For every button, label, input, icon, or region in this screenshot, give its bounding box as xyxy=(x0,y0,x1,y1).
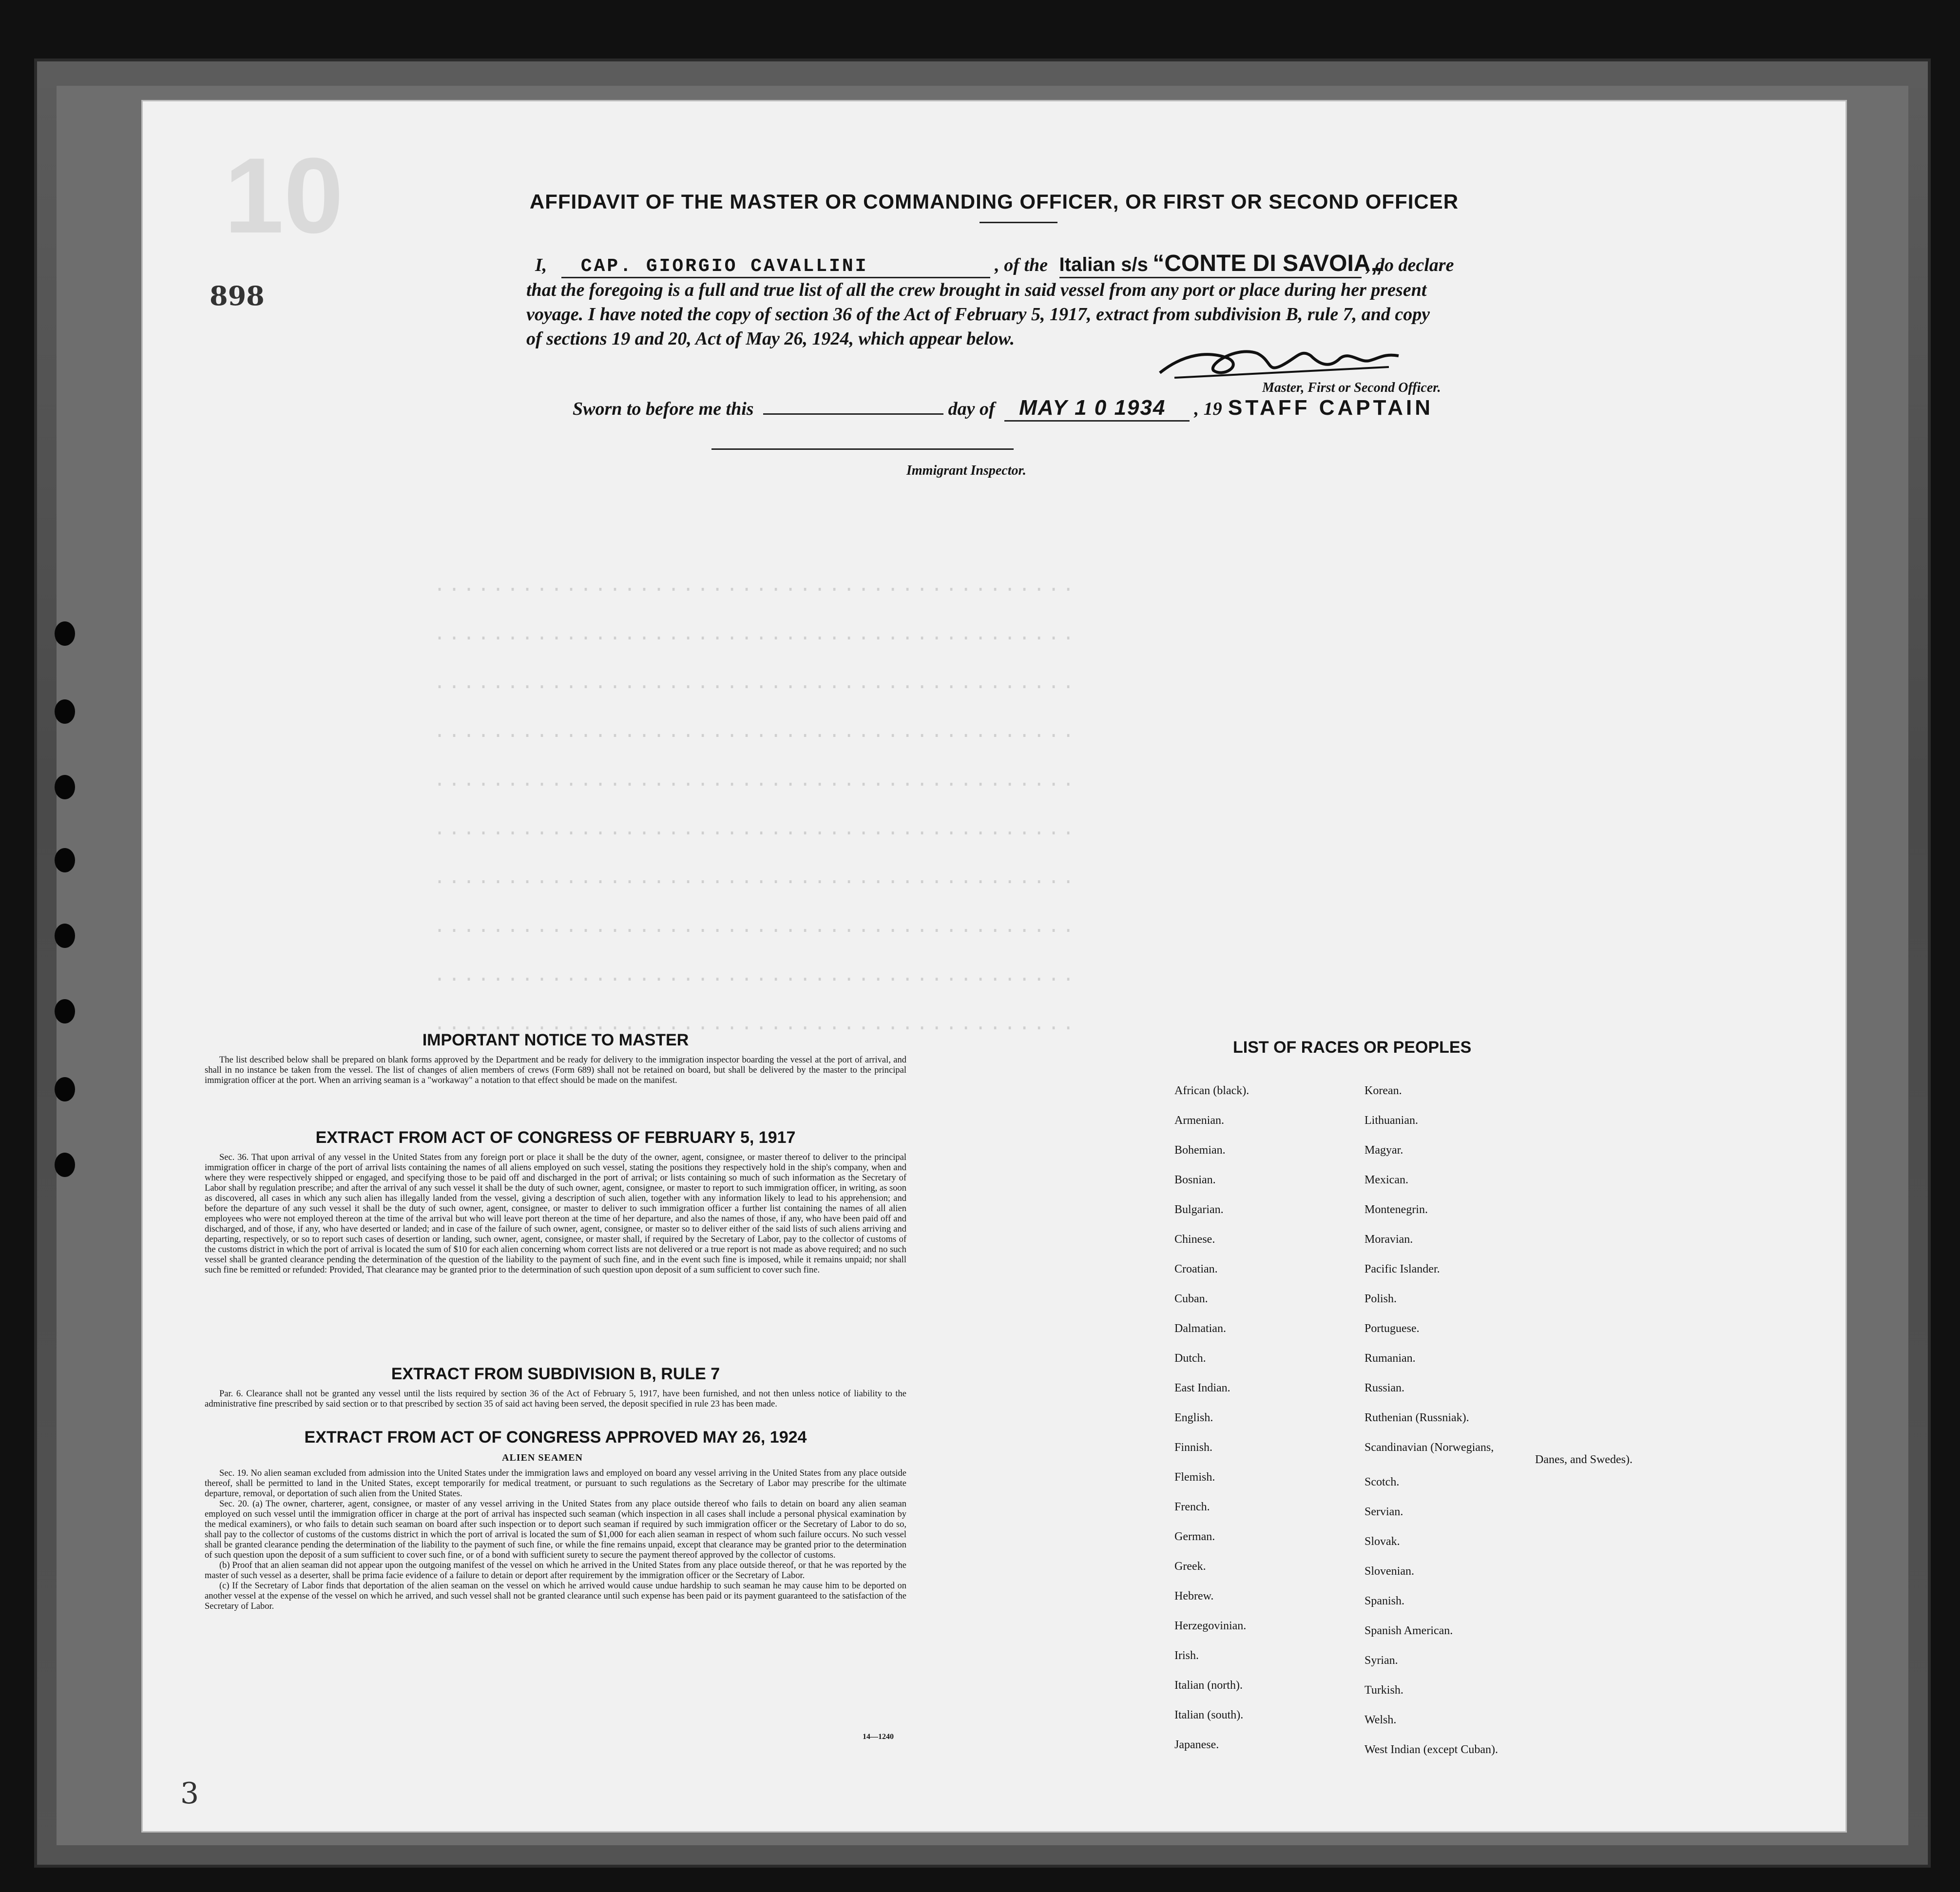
race-item-col1: Bosnian. xyxy=(1174,1174,1216,1186)
race-item-col1: Finnish. xyxy=(1174,1441,1213,1454)
race-item-col2: Russian. xyxy=(1364,1382,1405,1394)
race-item-col1: Armenian. xyxy=(1174,1114,1224,1127)
bleed-through-text: ............................................ xyxy=(434,965,1077,987)
race-item-col1: Dalmatian. xyxy=(1174,1322,1226,1335)
race-item-col1: Greek. xyxy=(1174,1560,1206,1573)
race-item-col1: Croatian. xyxy=(1174,1263,1218,1275)
section-20b-paragraph: (b) Proof that an alien seaman did not appear upon the outgoing manifest of the vessel on which he arrived in the United States from any place outside thereof, or that he was reported by the master of such vessel as a deserter, shall be prima facie evidence of a failure to detain or deport after requirement by the immigration officer or the Secretary of Labor. xyxy=(205,1561,906,1581)
inspector-caption: Immigrant Inspector. xyxy=(906,463,1026,478)
affidavit-line-1 xyxy=(535,250,1454,278)
ship-name: “CONTE DI SAVOIA„ xyxy=(1153,251,1383,276)
race-item-col1: Flemish. xyxy=(1174,1471,1215,1484)
bleed-through-text: ............................................ xyxy=(434,916,1077,938)
race-item-col2: Pacific Islander. xyxy=(1364,1263,1440,1275)
signature-caption: Master, First or Second Officer. xyxy=(1262,380,1441,395)
race-item-col1: Italian (south). xyxy=(1174,1709,1244,1721)
rule-7-text xyxy=(205,1389,906,1409)
punch-hole xyxy=(55,848,75,872)
punch-hole xyxy=(55,924,75,948)
affidavit-line-4: of sections 19 and 20, Act of May 26, 1924, which appear below. xyxy=(526,328,1015,349)
affidavit-line-3: voyage. I have noted the copy of section 36 of the Act of February 5, 1917, extract from subdivision B, rule 7, and copy xyxy=(526,304,1430,325)
notice-title: IMPORTANT NOTICE TO MASTER xyxy=(422,1031,689,1049)
race-item-col1: Japanese. xyxy=(1174,1738,1219,1751)
race-item-col2: Lithuanian. xyxy=(1364,1114,1418,1127)
affidavit-title: AFFIDAVIT OF THE MASTER OR COMMANDING OFFICER, OR FIRST OR SECOND OFFICER xyxy=(529,190,1459,213)
affidavit-of: , of the xyxy=(995,255,1048,275)
ship-prefix: Italian s/s xyxy=(1059,254,1148,275)
sworn-prefix: Sworn to before me this xyxy=(573,399,754,419)
race-item-col2: Spanish American. xyxy=(1364,1624,1453,1637)
master-name: CAP. GIORGIO CAVALLINI xyxy=(580,256,868,277)
race-item-scandinavian-cont: Danes, and Swedes). xyxy=(1535,1453,1633,1466)
bleed-through-text: ............................................ xyxy=(434,575,1077,597)
extract-1924-title: EXTRACT FROM ACT OF CONGRESS APPROVED MAY 26, 1924 xyxy=(304,1428,807,1447)
race-item-col1: Dutch. xyxy=(1174,1352,1206,1365)
race-item-col1: Hebrew. xyxy=(1174,1590,1214,1602)
race-item-col2: Slovak. xyxy=(1364,1535,1400,1548)
punch-hole xyxy=(55,999,75,1023)
race-item-col1: Chinese. xyxy=(1174,1233,1215,1246)
races-title: LIST OF RACES OR PEOPLES xyxy=(1233,1038,1472,1057)
notice-text xyxy=(205,1055,906,1086)
race-item-col2: Mexican. xyxy=(1364,1174,1408,1186)
form-number: 14—1240 xyxy=(863,1733,894,1741)
race-item-col1: Irish. xyxy=(1174,1649,1199,1662)
race-item-col1: Herzegovinian. xyxy=(1174,1620,1247,1632)
race-item-col2: Ruthenian (Russniak). xyxy=(1364,1411,1469,1424)
race-item-col2: Slovenian. xyxy=(1364,1565,1414,1578)
race-item-col1: Bulgarian. xyxy=(1174,1203,1224,1216)
race-item-col1: Italian (north). xyxy=(1174,1679,1243,1692)
race-item-col2: Rumanian. xyxy=(1364,1352,1416,1365)
race-item-col2: Moravian. xyxy=(1364,1233,1413,1246)
race-item-col2: Spanish. xyxy=(1364,1595,1405,1607)
title-rule xyxy=(980,222,1057,223)
affidavit-line-2: that the foregoing is a full and true list of all the crew brought in said vessel from any port or place during her present xyxy=(526,280,1427,300)
race-item-col1: African (black). xyxy=(1174,1084,1249,1097)
bleed-through-number: 10 xyxy=(224,135,344,255)
notice-paragraph: The list described below shall be prepared on blank forms approved by the Department and be ready for delivery to the immigration inspector boarding the vessel at the port of arrival, and shall in no instance be taken from the vessel. The list of changes of alien members of crews (Form 689) shall not be retained on board, but shall be delivered by the master to the principal immigration officer at the port. When an arriving seaman is a "workaway" a notation to that effect should be made on the manifest. xyxy=(205,1055,906,1085)
rule-7-paragraph: Par. 6. Clearance shall not be granted any vessel until the lists required by section 36 of the Act of February 5, 1917, have been furnished, and not then unless notice of liability to the administrative fine prescribed by said section or to that prescribed by section 35 of said act having been served, the deposit specified in rule 23 has been made. xyxy=(205,1389,906,1409)
race-item-col2: West Indian (except Cuban). xyxy=(1364,1743,1498,1756)
sworn-date-stamp: MAY 1 0 1934 xyxy=(1019,396,1166,420)
race-item-col2: Syrian. xyxy=(1364,1654,1398,1667)
race-item-col2: Scandinavian (Norwegians, xyxy=(1364,1441,1494,1454)
bleed-through-text: ............................................ xyxy=(434,1014,1077,1036)
rule-7-title: EXTRACT FROM SUBDIVISION B, RULE 7 xyxy=(391,1365,720,1383)
race-item-col1: German. xyxy=(1174,1530,1215,1543)
race-item-col1: East Indian. xyxy=(1174,1382,1230,1394)
bleed-through-text: ............................................ xyxy=(434,673,1077,695)
race-item-col1: Cuban. xyxy=(1174,1293,1208,1305)
punch-hole xyxy=(55,1077,75,1101)
race-item-col2: Turkish. xyxy=(1364,1684,1403,1697)
extract-1924-text xyxy=(205,1468,906,1612)
section-19-paragraph: Sec. 19. No alien seaman excluded from admission into the United States under the immigration laws and employed on board any vessel arriving in the United States from any place outside thereof, shall be permitted to land in the United States, except temporarily for medical treatment, or pursuant to such regulations as the Secretary of Labor may prescribe for the ultimate departure, removal, or deportation of such alien from the United States. xyxy=(205,1468,906,1499)
race-item-col1: English. xyxy=(1174,1411,1213,1424)
extract-1917-title: EXTRACT FROM ACT OF CONGRESS OF FEBRUARY 5, 1917 xyxy=(315,1128,796,1147)
section-20a-paragraph: Sec. 20. (a) The owner, charterer, agent, consignee, or master of any vessel arriving in the United States from any place outside thereof who fails to detain on board any alien seaman employed on such vessel until the immigration officer in charge at the port of arrival has inspected such seaman (which inspection in all cases shall include a personal physical examination by the medical examiners), or who fails to detain such seaman on board after such inspection or to deport such seaman if required by such immigration officer or the Secretary of Labor to do so, shall pay to the collector of customs of the customs district in which the port of arrival is located the sum of $1,000 for each alien seaman in respect of whom such failure occurs. No such vessel shall be granted clearance pending the determination of the liability to the payment of such fine, or while the fine remains unpaid, except that clearance may be granted prior to the determination of such question upon the deposit of a sum sufficient to cover such fine, or of a bond with sufficient surety to secure the payment thereof approved by the collector of customs. xyxy=(205,1499,906,1560)
race-item-col1: French. xyxy=(1174,1501,1210,1513)
punch-hole xyxy=(55,775,75,799)
bleed-through-text: ............................................ xyxy=(434,868,1077,889)
sworn-day-label: day of xyxy=(948,399,995,419)
side-mark: 898 xyxy=(210,280,265,311)
bleed-through-text: ............................................ xyxy=(434,770,1077,792)
bleed-through-text: ............................................ xyxy=(434,721,1077,743)
bleed-through-text: ............................................ xyxy=(434,624,1077,646)
sworn-year-label: , 19 xyxy=(1194,399,1222,419)
rank-stamp: STAFF CAPTAIN xyxy=(1228,396,1433,420)
bleed-through-text: ............................................ xyxy=(434,819,1077,841)
page-mark: 3 xyxy=(180,1776,199,1811)
punch-hole xyxy=(55,621,75,646)
punch-hole xyxy=(55,699,75,724)
inspector-signature-rule xyxy=(711,448,1014,450)
section-20c-paragraph: (c) If the Secretary of Labor finds that deportation of the alien seaman on the vessel on which he arrived would cause undue hardship to such seaman he may cause him to be deported on another vessel at the expense of the vessel on which he arrived, and such vessel shall not be granted clearance until such expense has been paid or its payment guaranteed to the satisfaction of the Secretary of Labor. xyxy=(205,1581,906,1611)
affidavit-declare: , do declare xyxy=(1366,255,1454,275)
manifest-sheet xyxy=(141,100,1847,1833)
race-item-col2: Polish. xyxy=(1364,1293,1397,1305)
affidavit-prefix: I, xyxy=(535,255,547,275)
race-item-col2: Montenegrin. xyxy=(1364,1203,1428,1216)
race-item-col2: Portuguese. xyxy=(1364,1322,1420,1335)
race-item-col2: Welsh. xyxy=(1364,1714,1397,1726)
section-36-paragraph: Sec. 36. That upon arrival of any vessel in the United States from any foreign port or place it shall be the duty of the owner, agent, consignee, or master thereof to deliver to the principal immigration officer in charge of the port of arrival lists containing the names of all aliens employed on such vessel, stating the positions they respectively hold in the ship's company, when and where they were respectively shipped or engaged, and specifying those to be paid off and discharged in the port of arrival; or lists containing so much of such information as the Secretary of Labor shall by regulation prescribe; and after the arrival of any such vessel it shall be the duty of such owner, agent, consignee, or master to report to such immigration officer, in writing, as soon as discovered, all cases in which any such alien has illegally landed from the vessel, giving a description of such alien, together with any information likely to lead to his apprehension; and before the departure of any such vessel it shall be the duty of such owner, agent, consignee, or master to deliver to such immigration officer a further list containing the names of all alien employees who were not employed thereon at the time of the arrival but who will leave port thereon at the time of her departure, and also the names of those, if any, who have been paid off and discharged, and of those, if any, who have deserted or landed; and in case of the failure of such owner, agent, consignee, or master so to deliver either of the said lists of such aliens arriving and departing, respectively, or so to report such cases of desertion or landing, such owner, agent, consignee, or master shall, if required by the Secretary of Labor, pay to the collector of customs of the customs district in which the port of arrival is located the sum of $10 for each alien concerning whom correct lists are not delivered or a true report is not made as above required; and no such vessel shall be granted clearance pending the determination of the question of the liability to the payment of such fine, and in the event such fine is imposed, while it remains unpaid; nor shall such fine be remitted or refunded: Provided, That clearance may be granted prior to the determination of such question upon deposit of a sum sufficient to cover such fine. xyxy=(205,1153,906,1275)
race-item-col2: Servian. xyxy=(1364,1506,1403,1518)
alien-seamen-subtitle: ALIEN SEAMEN xyxy=(502,1452,583,1463)
race-item-col1: Bohemian. xyxy=(1174,1144,1226,1157)
race-item-col2: Magyar. xyxy=(1364,1144,1403,1157)
punch-hole xyxy=(55,1153,75,1177)
race-item-col2: Korean. xyxy=(1364,1084,1402,1097)
extract-1917-text xyxy=(205,1153,906,1275)
sworn-line xyxy=(573,396,1222,422)
race-item-col2: Scotch. xyxy=(1364,1476,1400,1488)
